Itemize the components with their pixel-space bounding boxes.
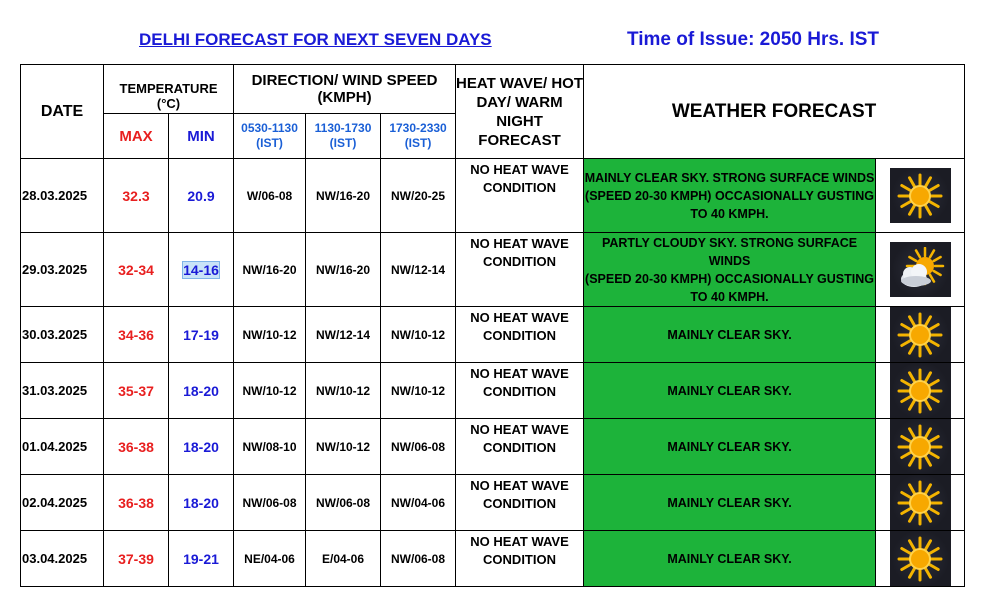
sun-icon [890, 531, 951, 586]
min-cell-text[interactable]: 14-16 [183, 261, 219, 278]
date-cell: 01.04.2025 [21, 419, 104, 475]
weather-icon-cell [876, 531, 965, 587]
page-title: DELHI FORECAST FOR NEXT SEVEN DAYS [139, 30, 492, 49]
wind-slot-1-cell: NW/10-12 [234, 363, 306, 419]
wind-slot-1-cell: NW/08-10 [234, 419, 306, 475]
weather-icon-cell [876, 419, 965, 475]
wind-slot-2-cell: NW/10-12 [306, 419, 381, 475]
max-temp-cell: 35-37 [104, 363, 169, 419]
heatwave-cell: NO HEAT WAVE CONDITION [456, 531, 584, 587]
header-date: DATE [21, 65, 104, 159]
max-temp-cell: 32-34 [104, 233, 169, 307]
wind-slot-1-cell: NW/06-08 [234, 475, 306, 531]
wind-slot-1-cell: NE/04-06 [234, 531, 306, 587]
wind-slot-3-cell: NW/20-25 [381, 159, 456, 233]
header-weather: WEATHER FORECAST [584, 65, 965, 159]
date-cell: 29.03.2025 [21, 233, 104, 307]
weather-forecast-cell: MAINLY CLEAR SKY. [584, 475, 876, 531]
header-min: MIN [169, 114, 234, 159]
wind-slot-3-cell: NW/10-12 [381, 307, 456, 363]
weather-forecast-cell: MAINLY CLEAR SKY. [584, 419, 876, 475]
table-row [21, 307, 965, 363]
weather-forecast-cell: MAINLY CLEAR SKY. STRONG SURFACE WINDS (SPEED 20-30 KMPH) OCCASIONALLY GUSTING TO 40 KMPH. [584, 159, 876, 233]
wind-slot-2-cell: E/04-06 [306, 531, 381, 587]
wind-slot-1-cell: W/06-08 [234, 159, 306, 233]
wind-slot-2-cell: NW/16-20 [306, 233, 381, 307]
heatwave-cell: NO HEAT WAVE CONDITION [456, 233, 584, 307]
wind-slot-2-cell: NW/16-20 [306, 159, 381, 233]
heatwave-cell: NO HEAT WAVE CONDITION [456, 363, 584, 419]
weather-forecast-cell: MAINLY CLEAR SKY. [584, 363, 876, 419]
weather-icon-cell [876, 475, 965, 531]
date-cell: 03.04.2025 [21, 531, 104, 587]
header-slot-3: 1730-2330 (IST) [381, 114, 456, 159]
heatwave-cell: NO HEAT WAVE CONDITION [456, 307, 584, 363]
wind-slot-2-cell: NW/06-08 [306, 475, 381, 531]
heatwave-cell: NO HEAT WAVE CONDITION [456, 475, 584, 531]
sun-icon [890, 475, 951, 530]
max-temp-cell: 37-39 [104, 531, 169, 587]
min-temp-cell: 18-20 [169, 419, 234, 475]
partly-cloudy-icon [890, 242, 951, 297]
weather-icon-cell [876, 233, 965, 307]
weather-forecast-cell: PARTLY CLOUDY SKY. STRONG SURFACE WINDS (SPEED 20-30 KMPH) OCCASIONALLY GUSTING TO 40 KMPH. [584, 233, 876, 307]
min-temp-cell: 17-19 [169, 307, 234, 363]
max-temp-cell: 36-38 [104, 419, 169, 475]
weather-forecast-cell: MAINLY CLEAR SKY. [584, 531, 876, 587]
time-of-issue: Time of Issue: 2050 Hrs. IST [627, 29, 880, 50]
table-row [21, 363, 965, 419]
wind-slot-3-cell: NW/04-06 [381, 475, 456, 531]
wind-slot-2-cell: NW/10-12 [306, 363, 381, 419]
table-row [21, 531, 965, 587]
min-temp-cell [169, 233, 234, 307]
header-slot-1: 0530-1130 (IST) [234, 114, 306, 159]
wind-slot-1-cell: NW/16-20 [234, 233, 306, 307]
min-temp-cell: 20.9 [169, 159, 234, 233]
max-temp-cell: 36-38 [104, 475, 169, 531]
min-temp-cell: 18-20 [169, 363, 234, 419]
min-temp-cell: 18-20 [169, 475, 234, 531]
table-row [21, 233, 965, 307]
table-row [21, 159, 965, 233]
sun-icon [890, 419, 951, 474]
header-max: MAX [104, 114, 169, 159]
heatwave-cell: NO HEAT WAVE CONDITION [456, 159, 584, 233]
heatwave-cell: NO HEAT WAVE CONDITION [456, 419, 584, 475]
header-wind: DIRECTION/ WIND SPEED (KMPH) [234, 65, 456, 114]
table-row [21, 419, 965, 475]
wind-slot-1-cell: NW/10-12 [234, 307, 306, 363]
weather-forecast-cell: MAINLY CLEAR SKY. [584, 307, 876, 363]
sun-icon [890, 307, 951, 362]
wind-slot-3-cell: NW/12-14 [381, 233, 456, 307]
header-temperature: TEMPERATURE (°C) [104, 65, 234, 114]
date-cell: 28.03.2025 [21, 159, 104, 233]
max-temp-cell: 34-36 [104, 307, 169, 363]
wind-slot-3-cell: NW/10-12 [381, 363, 456, 419]
sun-icon [890, 363, 951, 418]
wind-slot-3-cell: NW/06-08 [381, 419, 456, 475]
header-heatwave: HEAT WAVE/ HOT DAY/ WARM NIGHT FORECAST [456, 65, 584, 159]
weather-icon-cell [876, 159, 965, 233]
min-temp-cell: 19-21 [169, 531, 234, 587]
forecast-table [20, 64, 965, 587]
date-cell: 02.04.2025 [21, 475, 104, 531]
wind-slot-2-cell: NW/12-14 [306, 307, 381, 363]
max-temp-cell: 32.3 [104, 159, 169, 233]
weather-icon-cell [876, 363, 965, 419]
date-cell: 31.03.2025 [21, 363, 104, 419]
header-slot-2: 1130-1730 (IST) [306, 114, 381, 159]
wind-slot-3-cell: NW/06-08 [381, 531, 456, 587]
weather-icon-cell [876, 307, 965, 363]
sun-icon [890, 168, 951, 223]
table-row [21, 475, 965, 531]
date-cell: 30.03.2025 [21, 307, 104, 363]
